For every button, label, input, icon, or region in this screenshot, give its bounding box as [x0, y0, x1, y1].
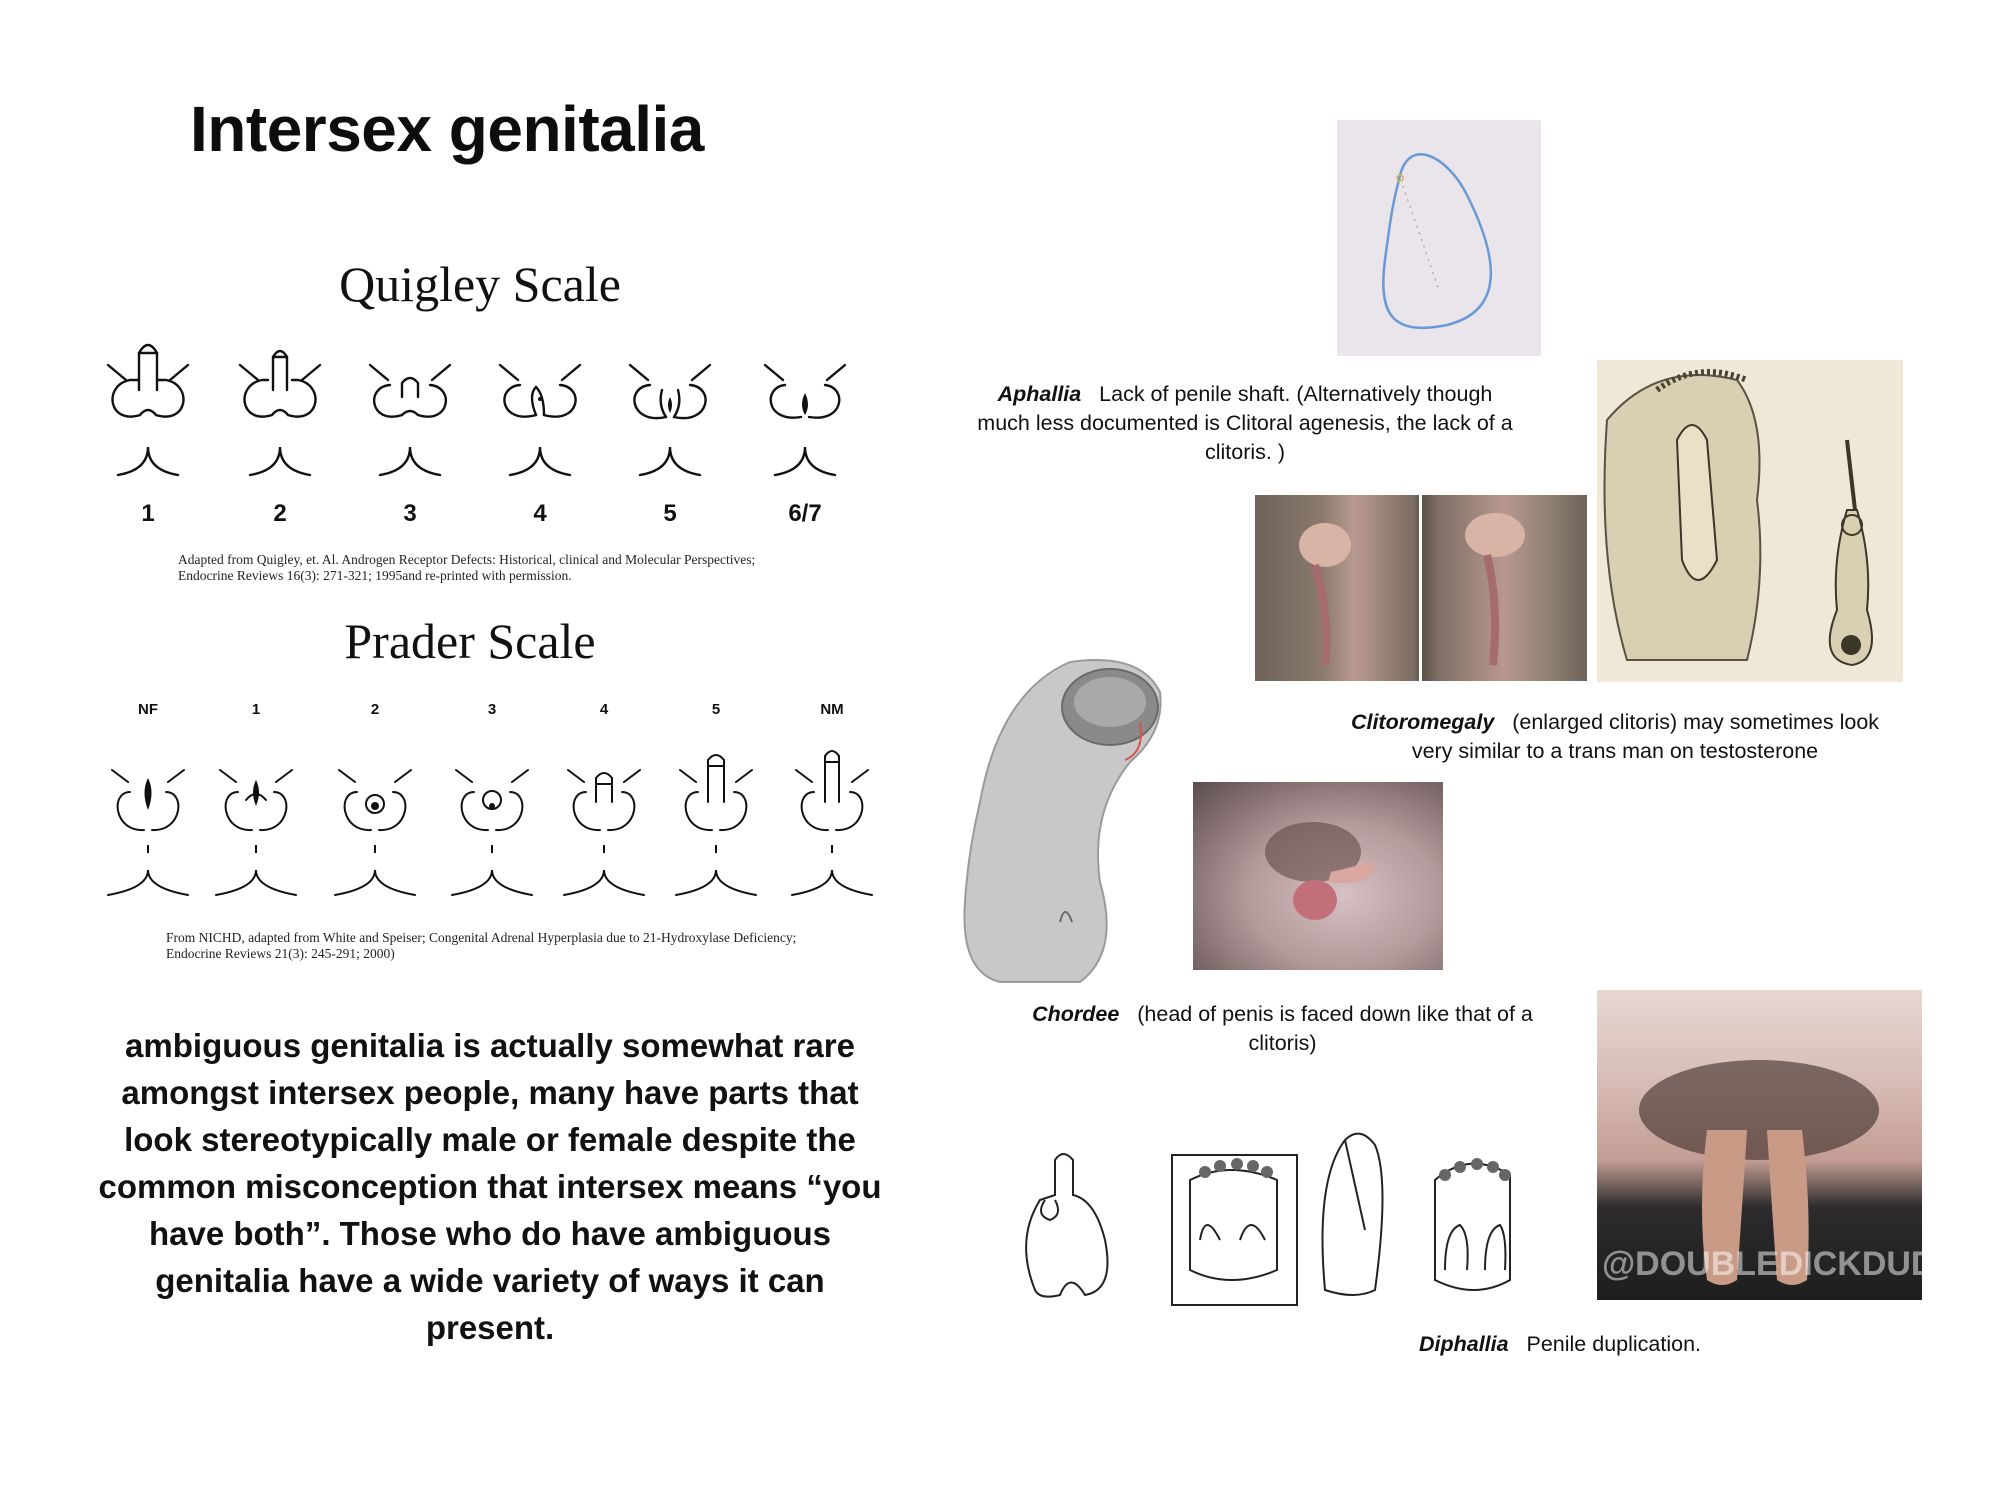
quigley-stage-label: 1	[141, 500, 155, 527]
diphallia-illustrations	[1015, 1120, 1545, 1310]
clitoromegaly-term: Clitoromegaly	[1350, 710, 1495, 734]
clitoromegaly-photo	[1255, 495, 1587, 681]
clitoromegaly-illustration	[1597, 360, 1903, 682]
clitoromegaly-caption: Clitoromegaly (enlarged clitoris) may sometimes look very similar to a trans man on testosterone	[1350, 710, 1880, 763]
quigley-stage-2-figure	[240, 351, 320, 475]
quigley-stage-6-7-figure	[765, 365, 845, 475]
prader-stage-label: NF	[138, 701, 158, 718]
prader-stage-label: NM	[820, 701, 844, 718]
chordee-caption: Chordee (head of penis is faced down like that of a clitoris)	[1032, 1002, 1533, 1055]
chordee-photo	[1193, 782, 1443, 970]
prader-stage-label: 4	[599, 701, 609, 718]
prader-scale-diagram	[100, 740, 880, 900]
quigley-stage-1-figure	[108, 345, 188, 475]
diphallia-term: Diphallia	[1418, 1332, 1509, 1356]
quigley-scale-title: Quigley Scale	[339, 256, 621, 312]
chordee-illustration	[960, 652, 1185, 992]
quigley-stage-label: 6/7	[788, 500, 822, 527]
aphallia-term: Aphallia	[997, 382, 1082, 406]
quigley-scale-diagram	[100, 335, 880, 495]
quigley-stage-4-figure	[500, 365, 580, 475]
quigley-stage-label: 2	[273, 500, 287, 527]
prader-stage-label: 3	[487, 701, 497, 718]
quigley-stage-3-figure	[370, 365, 450, 475]
prader-stage-label: 5	[711, 701, 721, 718]
prader-scale-title: Prader Scale	[344, 613, 596, 669]
quigley-stage-label: 5	[663, 500, 677, 527]
prader-stage-label: 1	[251, 701, 261, 718]
prader-credit: From NICHD, adapted from White and Speiser; Congenital Adrenal Hyperplasia due to 21-Hydroxylase Deficiency; Endocrine Reviews 21(3): 245-291; 2000)	[166, 930, 797, 961]
diphallia-photo	[1597, 990, 1959, 1300]
page-title: Intersex genitalia	[190, 93, 704, 165]
diphallia-watermark: @DOUBLEDICKDUDE	[1602, 1245, 1959, 1283]
quigley-credit: Adapted from Quigley, et. Al. Androgen Receptor Defects: Historical, clinical and Molecular Perspectives; Endocrine Reviews 16(3): 271-321; 1995and re-printed with permission.	[178, 552, 756, 583]
quigley-stage-5-figure	[630, 365, 710, 475]
diphallia-caption: Diphallia Penile duplication.	[1418, 1332, 1702, 1356]
prader-stage-label: 2	[370, 701, 380, 718]
chordee-term: Chordee	[1032, 1002, 1120, 1026]
quigley-stage-label: 3	[403, 500, 417, 527]
aphallia-sketch	[1337, 120, 1541, 356]
aphallia-caption: Aphallia Lack of penile shaft. (Alternatively though much less documented is Clitoral agenesis, the lack of a clitoris. )	[977, 382, 1513, 464]
summary-paragraph: ambiguous genitalia is actually somewhat rare amongst intersex people, many have parts that look stereotypically male or female despite the common misconception that intersex means “you have both”. Those who do have ambiguous genitalia have a wide variety of ways it can present.	[98, 1027, 882, 1346]
quigley-stage-label: 4	[533, 500, 547, 527]
